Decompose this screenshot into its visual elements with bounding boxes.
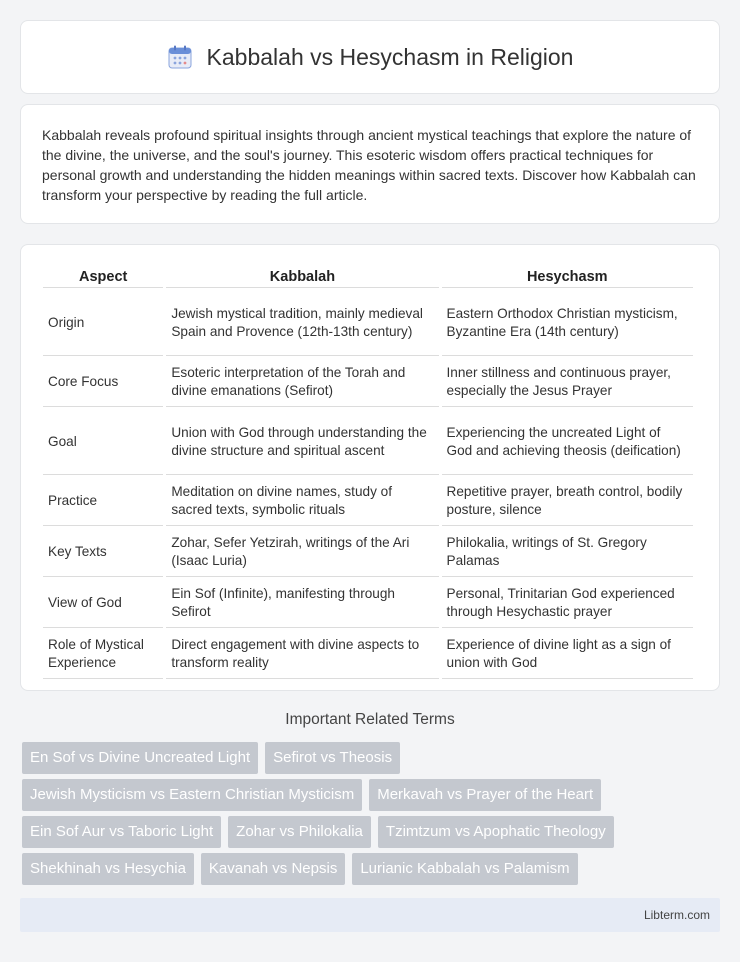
hesychasm-cell: Experiencing the uncreated Light of God and achieving theosis (deification) xyxy=(442,409,693,475)
kabbalah-cell: Jewish mystical tradition, mainly medieval Spain and Provence (12th-13th century) xyxy=(166,290,438,356)
related-term-tag[interactable]: Shekhinah vs Hesychia xyxy=(22,853,194,885)
related-term-tag[interactable]: Kavanah vs Nepsis xyxy=(201,853,345,885)
hesychasm-cell: Philokalia, writings of St. Gregory Palamas xyxy=(442,528,693,577)
related-term-tag[interactable]: Jewish Mysticism vs Eastern Christian Mysticism xyxy=(22,779,362,811)
calendar-icon xyxy=(167,44,193,70)
aspect-cell: Core Focus xyxy=(43,358,163,407)
table-row xyxy=(43,477,693,526)
table-row xyxy=(43,630,693,679)
kabbalah-cell: Zohar, Sefer Yetzirah, writings of the Ari (Isaac Luria) xyxy=(166,528,438,577)
table-row xyxy=(43,409,693,475)
table-row xyxy=(43,358,693,407)
kabbalah-cell: Direct engagement with divine aspects to transform reality xyxy=(166,630,438,679)
table-row xyxy=(43,579,693,628)
kabbalah-cell: Ein Sof (Infinite), manifesting through Sefirot xyxy=(166,579,438,628)
table-row xyxy=(43,528,693,577)
header-kabbalah: Kabbalah xyxy=(166,267,438,288)
page-title: Kabbalah vs Hesychasm in Religion xyxy=(206,43,574,70)
kabbalah-cell: Meditation on divine names, study of sacred texts, symbolic rituals xyxy=(166,477,438,526)
table-row xyxy=(43,290,693,356)
related-term-tag[interactable]: Tzimtzum vs Apophatic Theology xyxy=(378,816,614,848)
hesychasm-cell: Experience of divine light as a sign of union with God xyxy=(442,630,693,679)
table-header-row xyxy=(43,267,693,288)
aspect-cell: Practice xyxy=(43,477,163,526)
related-term-tag[interactable]: Sefirot vs Theosis xyxy=(265,742,400,774)
aspect-cell: Goal xyxy=(43,409,163,475)
aspect-cell: Key Texts xyxy=(43,528,163,577)
intro-text: Kabbalah reveals profound spiritual insights through ancient mystical teachings that explore the nature of the divine, the universe, and the soul's journey. This esoteric wisdom offers practical techniques for personal growth and understanding the hidden meanings within sacred texts. Discover how Kabbalah can transform your perspective by reading the full article. xyxy=(42,127,696,203)
hesychasm-cell: Repetitive prayer, breath control, bodily posture, silence xyxy=(442,477,693,526)
kabbalah-cell: Esoteric interpretation of the Torah and divine emanations (Sefirot) xyxy=(166,358,438,407)
aspect-cell: Origin xyxy=(43,290,163,356)
related-term-tag[interactable]: Lurianic Kabbalah vs Palamism xyxy=(352,853,577,885)
header-aspect: Aspect xyxy=(43,267,163,288)
aspect-cell: Role of Mystical Experience xyxy=(43,630,163,679)
related-terms-list xyxy=(22,742,722,890)
footer-brand[interactable]: Libterm.com xyxy=(643,908,710,922)
comparison-card xyxy=(20,244,720,691)
related-term-tag[interactable]: Merkavah vs Prayer of the Heart xyxy=(369,779,601,811)
hesychasm-cell: Inner stillness and continuous prayer, especially the Jesus Prayer xyxy=(442,358,693,407)
hesychasm-cell: Personal, Trinitarian God experienced through Hesychastic prayer xyxy=(442,579,693,628)
aspect-cell: View of God xyxy=(43,579,163,628)
intro-card xyxy=(20,104,720,224)
related-term-tag[interactable]: Ein Sof Aur vs Taboric Light xyxy=(22,816,221,848)
header-hesychasm: Hesychasm xyxy=(442,267,693,288)
related-term-tag[interactable]: Zohar vs Philokalia xyxy=(228,816,371,848)
related-term-tag[interactable]: En Sof vs Divine Uncreated Light xyxy=(22,742,258,774)
kabbalah-cell: Union with God through understanding the divine structure and spiritual ascent xyxy=(166,409,438,475)
related-terms-heading: Important Related Terms xyxy=(285,711,455,728)
title-card xyxy=(20,20,720,94)
hesychasm-cell: Eastern Orthodox Christian mysticism, Byzantine Era (14th century) xyxy=(442,290,693,356)
footer xyxy=(20,898,720,932)
comparison-table xyxy=(40,265,696,681)
